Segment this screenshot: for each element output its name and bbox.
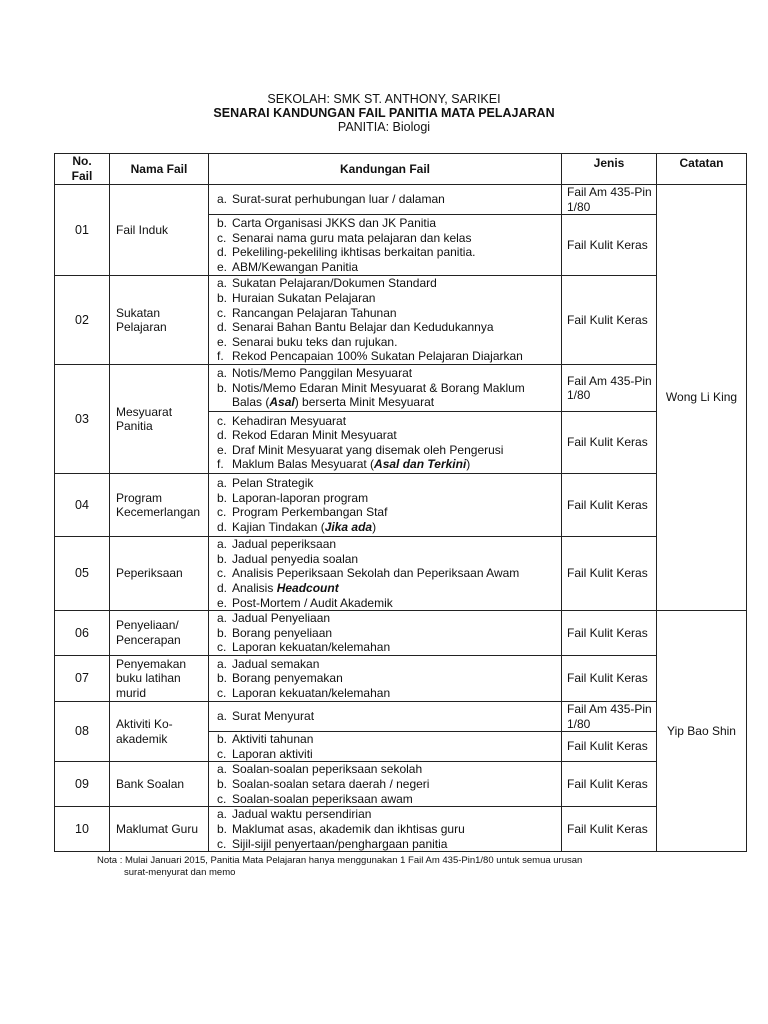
file-contents [209,412,562,474]
item-letter: c. [217,791,227,806]
footnote [97,855,657,879]
file-contents-table [54,153,747,852]
item-letter: c. [217,746,227,761]
item-text: Pelan Strategik [232,476,314,490]
item-text: Jadual semakan [232,656,320,671]
file-type: Fail Kulit Keras [562,655,657,701]
item-letter: b. [217,732,228,747]
item-letter: a. [217,611,228,626]
item-emphasis: Jika ada [324,519,373,534]
item-letter: a. [217,762,228,777]
content-item [217,276,557,291]
item-text: Jadual Penyeliaan [232,611,331,626]
item-letter: b. [217,671,228,686]
content-item [217,732,557,747]
item-letter: a. [217,537,228,552]
file-name: Fail Induk [110,185,209,276]
file-contents [209,215,562,276]
file-name: Peperiksaan [110,537,209,611]
item-text: Borang penyeliaan [232,625,333,640]
item-letter: e. [217,442,228,457]
item-text: Carta Organisasi JKKS dan JK Panitia [232,216,437,230]
content-item [217,822,557,837]
item-text: Surat Menyurat [232,709,315,724]
item-text: Senarai nama guru mata pelajaran dan kelas [232,230,472,245]
item-letter: e. [217,259,228,274]
item-text: Analisis Headcount [232,580,339,595]
item-letter: f. [217,349,224,364]
item-letter: c. [217,413,227,428]
item-letter: a. [217,276,228,291]
item-letter: c. [217,685,227,700]
item-text: Laporan kekuatan/kelemahan [232,685,391,700]
item-letter: d. [217,245,228,260]
item-letter: d. [217,428,228,443]
item-text: Aktiviti tahunan [232,732,314,747]
file-number: 02 [55,276,110,365]
file-name: Aktiviti Ko-akademik [110,701,209,761]
panel-name: PANITIA: Biologi [337,120,431,134]
file-type: Fail Kulit Keras [562,412,657,474]
header-nama-fail: Nama Fail [110,154,209,185]
content-item [217,366,557,381]
table-row [55,537,747,611]
file-name: Bank Soalan [110,762,209,807]
item-letter: c. [217,640,227,655]
content-item [217,306,557,321]
file-type: Fail Kulit Keras [562,611,657,656]
content-item [217,476,557,491]
content-item [217,260,557,275]
file-contents [209,762,562,807]
item-letter: e. [217,334,228,349]
item-text: Surat-surat perhubungan luar / dalaman [232,192,445,207]
school-name: SEKOLAH: SMK ST. ANTHONY, SARIKEI [267,92,501,106]
item-letter: a. [217,709,228,724]
item-text: Maklumat asas, akademik dan ikhtisas guru [232,822,465,837]
file-type: Fail Kulit Keras [562,807,657,852]
content-item [217,320,557,335]
remark-teacher: Yip Bao Shin [657,611,747,852]
table-row [55,474,747,537]
item-letter: b. [217,551,228,566]
header-jenis: Jenis [562,154,657,185]
item-letter: c. [217,566,227,581]
file-contents [209,655,562,701]
item-text: Soalan-soalan peperiksaan awam [232,791,413,806]
item-text: Kehadiran Mesyuarat [232,413,347,428]
item-letter: b. [217,822,228,837]
table-row [55,655,747,701]
item-letter: b. [217,216,228,230]
content-item [217,747,557,762]
content-item [217,381,557,410]
content-item [217,192,557,207]
item-text: Soalan-soalan peperiksaan sekolah [232,762,423,777]
content-item [217,596,557,611]
item-letter: a. [217,476,228,490]
item-letter: c. [217,505,227,520]
content-item [217,231,557,246]
file-name: Sukatan Pelajaran [110,276,209,365]
item-letter: b. [217,291,228,305]
item-text: Jadual waktu persendirian [232,807,372,822]
content-item [217,611,557,626]
header-kandungan-fail: Kandungan Fail [209,154,562,185]
content-item [217,626,557,641]
item-text: Laporan aktiviti [232,746,313,761]
file-type: Fail Kulit Keras [562,474,657,537]
content-item [217,291,557,306]
content-item [217,491,557,506]
file-contents [209,474,562,537]
file-contents [209,701,562,731]
item-text: Post-Mortem / Audit Akademik [232,595,393,610]
remark-teacher: Wong Li King [657,185,747,611]
item-text: Borang penyemakan [232,671,343,686]
item-text: Program Perkembangan Staf [232,505,388,520]
file-number: 04 [55,474,110,537]
item-text: Draf Minit Mesyuarat yang disemak oleh Pengerusi [232,442,504,457]
file-name: Mesyuarat Panitia [110,365,209,474]
item-letter: c. [217,836,227,851]
table-row [55,365,747,412]
content-item [217,807,557,822]
file-contents [209,365,562,412]
file-contents [209,732,562,762]
file-type: Fail Am 435-Pin 1/80 [562,185,657,215]
table-row [55,185,747,215]
file-contents [209,807,562,852]
content-item [217,837,557,852]
header-catatan: Catatan [657,154,747,185]
footnote-line-2: surat-menyurat dan memo [124,867,236,878]
item-emphasis: Asal [269,395,295,410]
item-letter: e. [217,595,228,610]
item-text: Rekod Edaran Minit Mesyuarat [232,428,397,443]
item-text: Laporan kekuatan/kelemahan [232,640,391,655]
item-text: Pekeliling-pekeliling ikhtisas berkaitan panitia. [232,245,476,260]
item-letter: a. [217,192,228,207]
item-text: Notis/Memo Panggilan Mesyuarat [232,366,413,381]
file-number: 03 [55,365,110,474]
file-contents [209,537,562,611]
item-letter: b. [217,777,228,792]
item-text: Rekod Pencapaian 100% Sukatan Pelajaran Diajarkan [232,349,523,364]
item-letter: d. [217,320,228,335]
content-item [217,414,557,429]
item-letter: b. [217,380,228,395]
file-type: Fail Kulit Keras [562,537,657,611]
content-item [217,443,557,458]
file-name: Penyeliaan/ Pencerapan [110,611,209,656]
item-letter: c. [217,305,227,320]
content-item [217,457,557,472]
table-row [55,807,747,852]
content-item [217,505,557,520]
file-number: 09 [55,762,110,807]
file-number: 07 [55,655,110,701]
content-item [217,216,557,231]
content-item [217,245,557,260]
file-contents [209,611,562,656]
item-letter: f. [217,457,224,472]
content-item [217,520,557,535]
file-type: Fail Am 435-Pin 1/80 [562,701,657,731]
file-type: Fail Kulit Keras [562,276,657,365]
item-letter: c. [217,230,227,245]
content-item [217,762,557,777]
document-header [0,92,768,134]
file-name: Program Kecemerlangan [110,474,209,537]
content-item [217,349,557,364]
item-text: Rancangan Pelajaran Tahunan [232,305,397,320]
item-emphasis: Headcount [276,580,339,595]
content-item [217,537,557,552]
item-text: Soalan-soalan setara daerah / negeri [232,777,430,792]
item-letter: a. [217,366,228,381]
file-type: Fail Am 435-Pin 1/80 [562,365,657,412]
item-letter: b. [217,490,228,505]
item-letter: b. [217,625,228,640]
item-letter: d. [217,580,228,595]
content-item [217,777,557,792]
content-item [217,686,557,701]
footnote-line-1: Nota : Mulai Januari 2015, Panitia Mata Pelajaran hanya menggunakan 1 Fail Am 435-Pin1/80 untuk semua urusan [97,855,583,866]
file-number: 10 [55,807,110,852]
content-item [217,671,557,686]
content-item [217,581,557,596]
file-type: Fail Kulit Keras [562,215,657,276]
item-letter: a. [217,656,228,671]
item-text: Huraian Sukatan Pelajaran [232,291,376,305]
item-text: Sukatan Pelajaran/Dokumen Standard [232,276,437,291]
content-item [217,640,557,655]
content-item [217,335,557,350]
item-text: Laporan-laporan program [232,490,369,505]
file-type: Fail Kulit Keras [562,732,657,762]
file-number: 01 [55,185,110,276]
table-header-row [55,154,747,185]
item-text: Senarai Bahan Bantu Belajar dan Kedudukannya [232,320,494,335]
item-letter: d. [217,519,228,534]
file-contents [209,185,562,215]
content-item [217,657,557,672]
file-number: 05 [55,537,110,611]
item-emphasis: Asal dan Terkini [374,457,467,472]
file-number: 08 [55,701,110,761]
content-item [217,709,557,724]
item-letter: a. [217,807,228,822]
file-type: Fail Kulit Keras [562,762,657,807]
file-number: 06 [55,611,110,656]
file-name: Maklumat Guru [110,807,209,852]
item-text: Sijil-sijil penyertaan/penghargaan panitia [232,836,448,851]
item-text: Analisis Peperiksaan Sekolah dan Peperiksaan Awam [232,566,520,581]
table-row [55,762,747,807]
content-item [217,428,557,443]
item-text: Kajian Tindakan (Jika ada) [232,519,377,534]
content-item [217,552,557,567]
item-text: Maklum Balas Mesyuarat (Asal dan Terkini) [232,457,471,472]
file-contents [209,276,562,365]
table-body [55,185,747,852]
table-row [55,611,747,656]
content-item [217,566,557,581]
content-item [217,792,557,807]
document-title: SENARAI KANDUNGAN FAIL PANITIA MATA PELAJARAN [213,106,555,120]
item-text: Senarai buku teks dan rujukan. [232,334,398,349]
file-name: Penyemakan buku latihan murid [110,655,209,701]
table-row [55,276,747,365]
table-row [55,701,747,731]
item-text: ABM/Kewangan Panitia [232,259,359,274]
header-no: No. Fail [55,154,110,185]
item-text: Jadual peperiksaan [232,537,337,552]
item-text: Notis/Memo Edaran Minit Mesyuarat & Borang Maklum Balas (Asal) berserta Minit Mesyuarat [232,380,525,410]
item-text: Jadual penyedia soalan [232,551,359,566]
